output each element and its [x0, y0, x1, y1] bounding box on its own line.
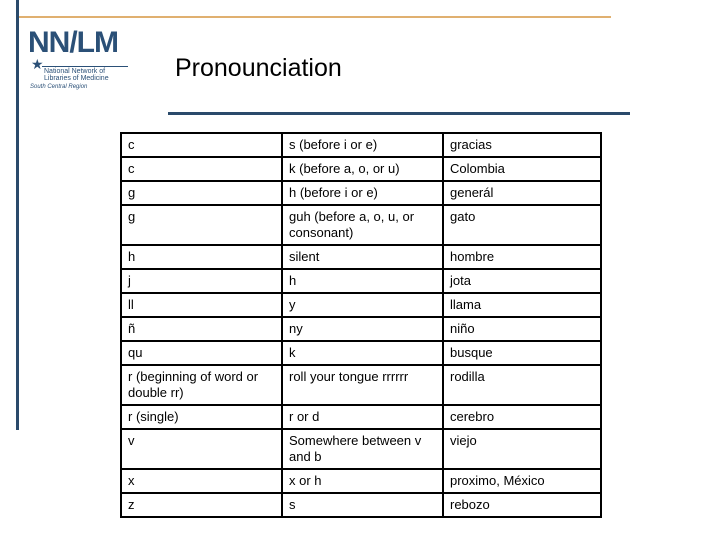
table-row: [121, 341, 601, 365]
table-row: [121, 365, 601, 405]
example-cell: viejo: [443, 429, 601, 469]
title-underline: [168, 112, 630, 115]
logo-subtitle: [30, 68, 109, 82]
sound-cell: silent: [282, 245, 443, 269]
table-row: [121, 429, 601, 469]
sound-cell: y: [282, 293, 443, 317]
letter-cell: h: [121, 245, 282, 269]
sound-cell: h: [282, 269, 443, 293]
table-row: [121, 469, 601, 493]
letter-cell: c: [121, 157, 282, 181]
logo-region: South Central Region: [30, 84, 88, 90]
letter-cell: z: [121, 493, 282, 517]
example-cell: Colombia: [443, 157, 601, 181]
logo-rule: [42, 66, 128, 67]
pronunciation-table-body: [121, 133, 601, 517]
table-row: [121, 405, 601, 429]
sound-cell: x or h: [282, 469, 443, 493]
slide-title: Pronounciation: [175, 54, 342, 82]
logo-subtitle-line1: National Network of: [44, 68, 106, 75]
pronunciation-table: [120, 132, 602, 518]
star-icon: ★: [31, 56, 44, 72]
example-cell: hombre: [443, 245, 601, 269]
example-cell: llama: [443, 293, 601, 317]
letter-cell: g: [121, 181, 282, 205]
table-row: [121, 205, 601, 245]
example-cell: gato: [443, 205, 601, 245]
letter-cell: r (beginning of word or double rr): [121, 365, 282, 405]
top-rule: [19, 16, 611, 18]
example-cell: cerebro: [443, 405, 601, 429]
example-cell: rodilla: [443, 365, 601, 405]
sound-cell: k: [282, 341, 443, 365]
letter-cell: v: [121, 429, 282, 469]
table-row: [121, 181, 601, 205]
table-row: [121, 317, 601, 341]
letter-cell: ll: [121, 293, 282, 317]
logo-subtitle-line2: Libraries of Medicine: [44, 75, 109, 82]
example-cell: proximo, México: [443, 469, 601, 493]
sound-cell: s (before i or e): [282, 133, 443, 157]
sound-cell: Somewhere between v and b: [282, 429, 443, 469]
nnlm-logo: [28, 28, 140, 92]
sound-cell: s: [282, 493, 443, 517]
sound-cell: guh (before a, o, u, or consonant): [282, 205, 443, 245]
letter-cell: r (single): [121, 405, 282, 429]
table-row: [121, 133, 601, 157]
logo-mark: NN/LM: [28, 26, 118, 59]
table-row: [121, 493, 601, 517]
example-cell: rebozo: [443, 493, 601, 517]
table-row: [121, 245, 601, 269]
table-row: [121, 157, 601, 181]
letter-cell: x: [121, 469, 282, 493]
letter-cell: j: [121, 269, 282, 293]
letter-cell: g: [121, 205, 282, 245]
example-cell: busque: [443, 341, 601, 365]
example-cell: generál: [443, 181, 601, 205]
sound-cell: roll your tongue rrrrrr: [282, 365, 443, 405]
sound-cell: ny: [282, 317, 443, 341]
sound-cell: r or d: [282, 405, 443, 429]
letter-cell: ñ: [121, 317, 282, 341]
left-accent-bar: [16, 0, 19, 430]
sound-cell: h (before i or e): [282, 181, 443, 205]
table-row: [121, 269, 601, 293]
example-cell: jota: [443, 269, 601, 293]
letter-cell: c: [121, 133, 282, 157]
table-row: [121, 293, 601, 317]
sound-cell: k (before a, o, or u): [282, 157, 443, 181]
example-cell: niño: [443, 317, 601, 341]
example-cell: gracias: [443, 133, 601, 157]
letter-cell: qu: [121, 341, 282, 365]
